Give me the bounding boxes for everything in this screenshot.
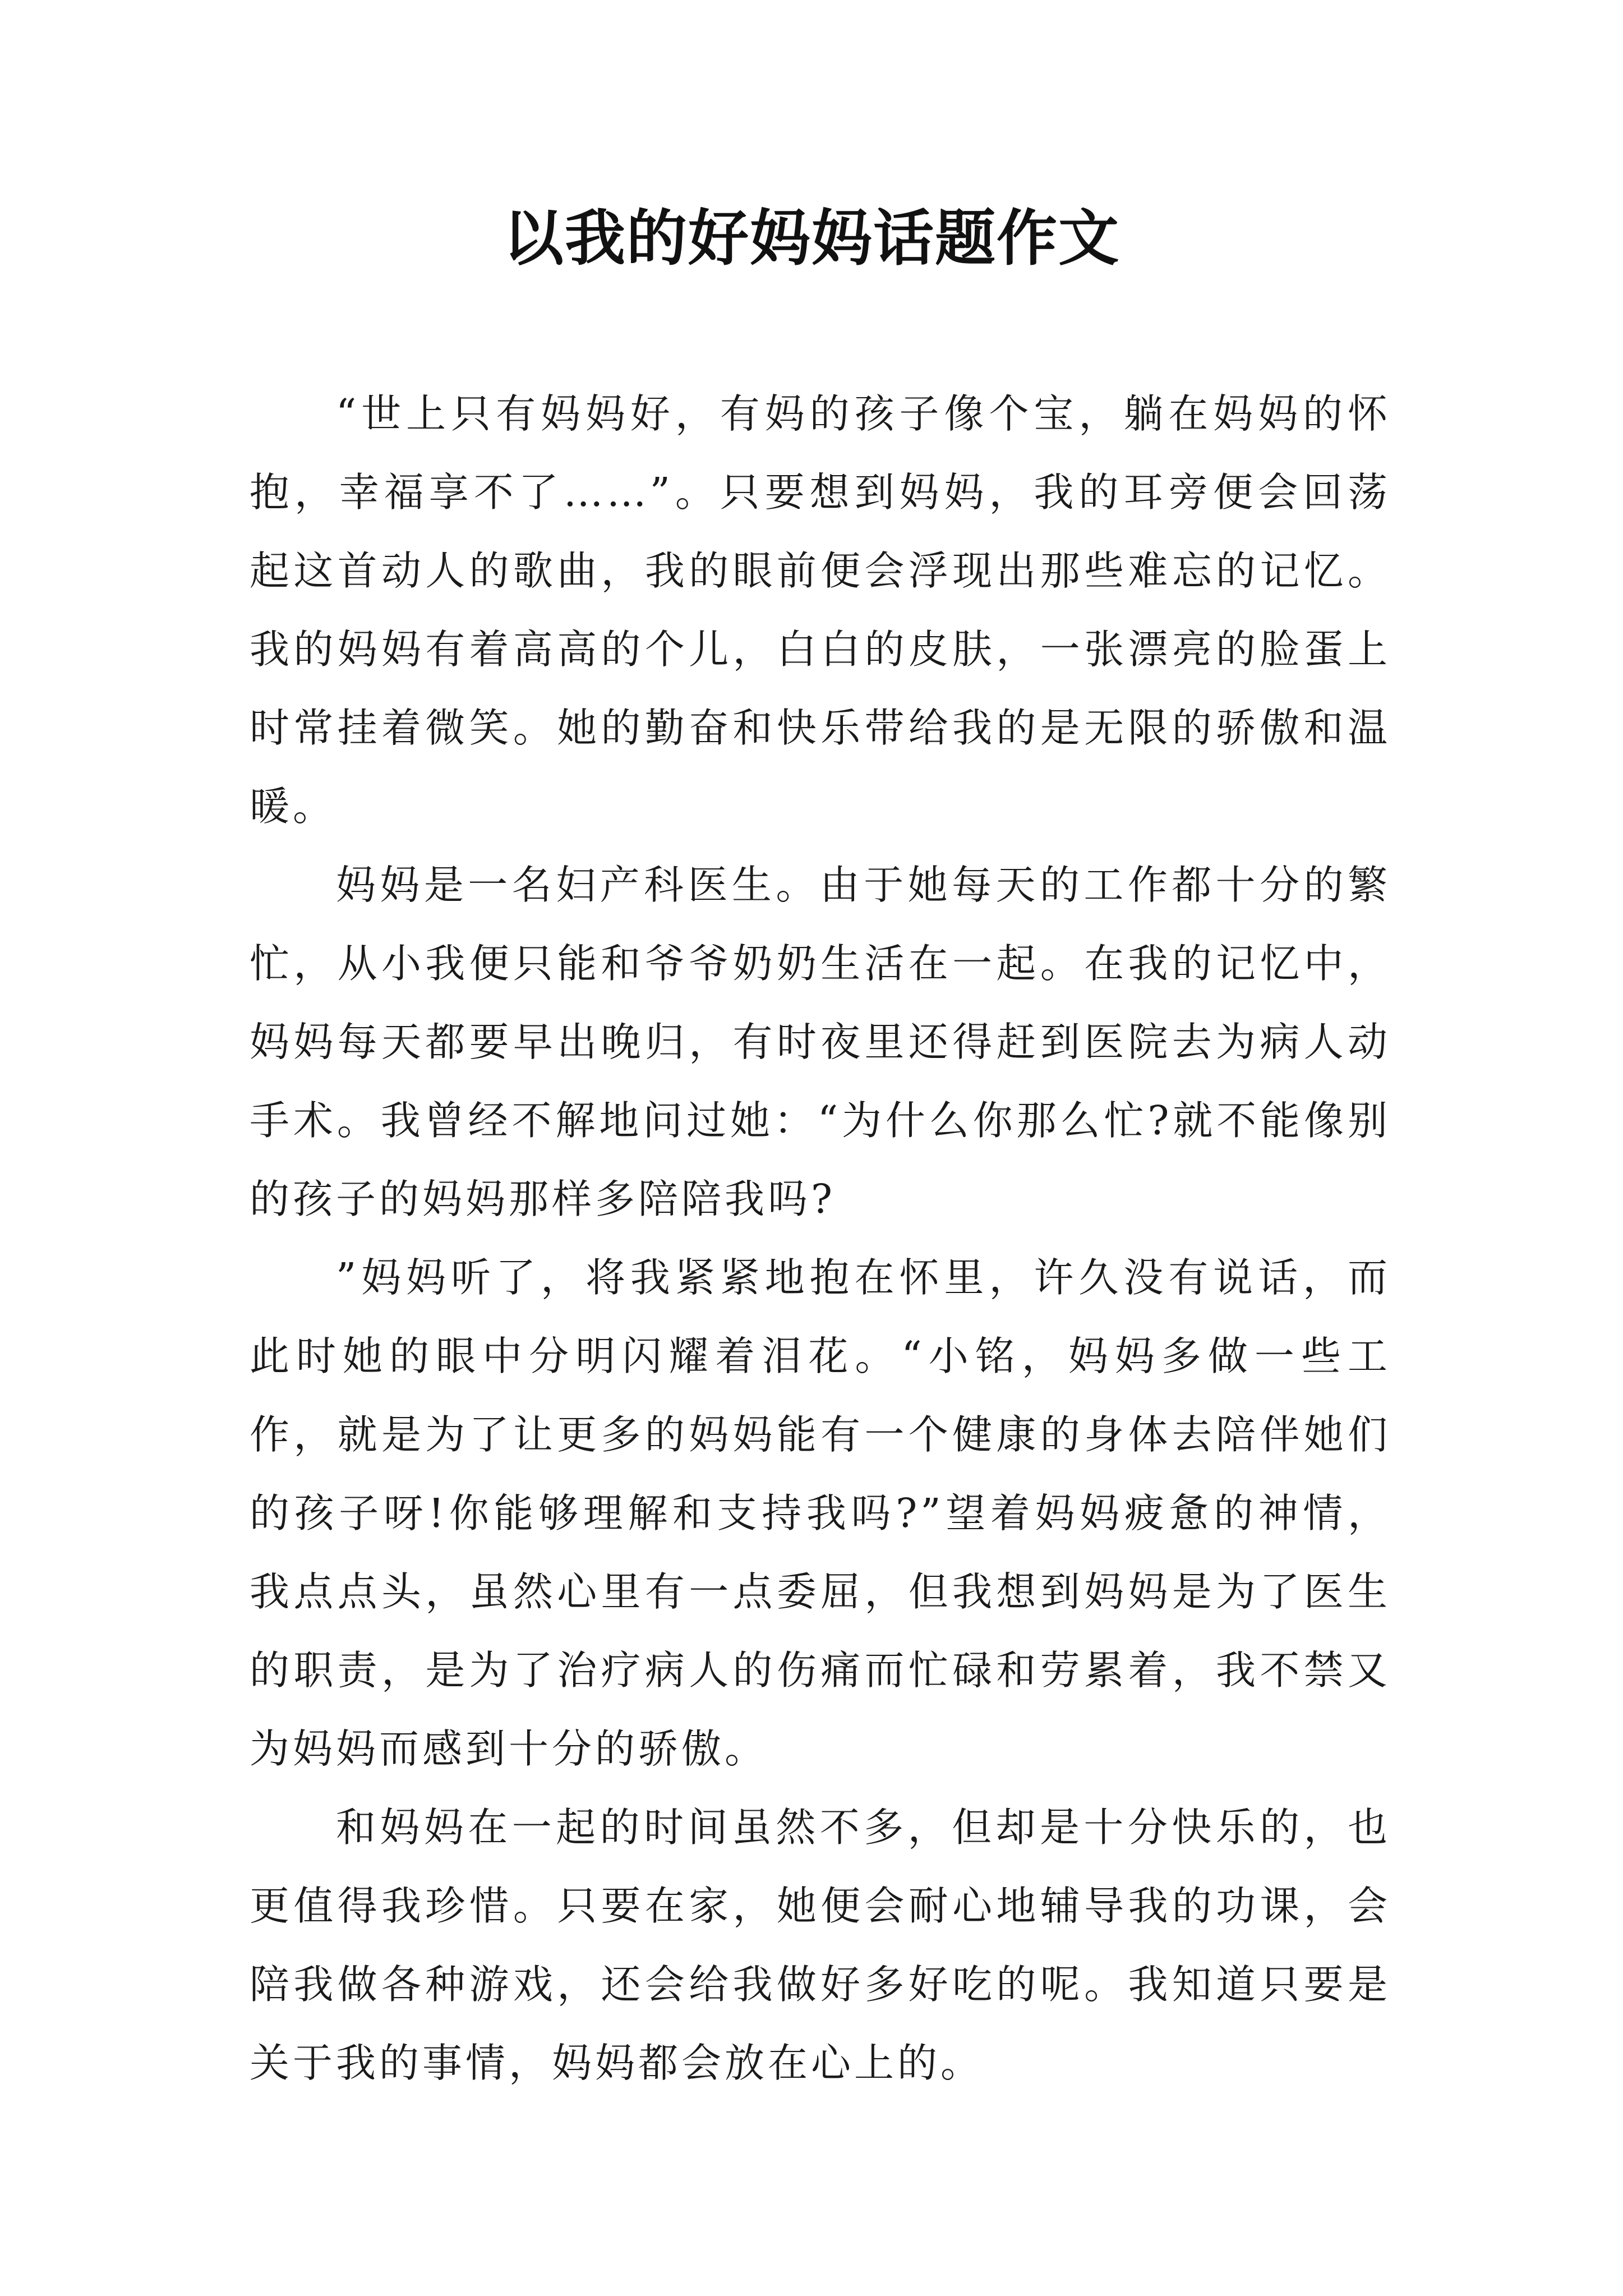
paragraph-3: ”妈妈听了，将我紧紧地抱在怀里，许久没有说话，而此时她的眼中分明闪耀着泪花。“小铭，妈妈多做一些工作，就是为了让更多的妈妈能有一个健康的身体去陪伴她们的孩子呀!你能够理解和支持我吗?”望着妈妈疲惫的神情，我点点头，虽然心里有一点委屈，但我想到妈妈是为了医生的职责，是为了治疗病人的伤痛而忙碌和劳累着，我不禁又为妈妈而感到十分的骄傲。 bbox=[250, 1254, 1391, 1772]
paragraph-4: 和妈妈在一起的时间虽然不多，但却是十分快乐的，也更值得我珍惜。只要在家，她便会耐心地辅导我的功课，会陪我做各种游戏，还会给我做好多好吃的呢。我知道只要是关于我的事情，妈妈都会放在心上的。 bbox=[250, 1804, 1391, 2086]
document-title: 以我的好妈妈话题作文 bbox=[502, 203, 1120, 274]
paragraph-2: 妈妈是一名妇产科医生。由于她每天的工作都十分的繁忙，从小我便只能和爷爷奶奶生活在一起。在我的记忆中，妈妈每天都要早出晚归，有时夜里还得赶到医院去为病人动手术。我曾经不解地问过她：“为什么你那么忙?就不能像别的孩子的妈妈那样多陪陪我吗? bbox=[250, 862, 1391, 1222]
paragraph-1: “世上只有妈妈好，有妈的孩子像个宝，躺在妈妈的怀抱，幸福享不了……”。只要想到妈妈，我的耳旁便会回荡起这首动人的歌曲，我的眼前便会浮现出那些难忘的记忆。我的妈妈有着高高的个儿，白白的皮肤，一张漂亮的脸蛋上时常挂着微笑。她的勤奋和快乐带给我的是无限的骄傲和温暖。 bbox=[250, 390, 1391, 830]
document-body bbox=[250, 375, 1391, 2102]
